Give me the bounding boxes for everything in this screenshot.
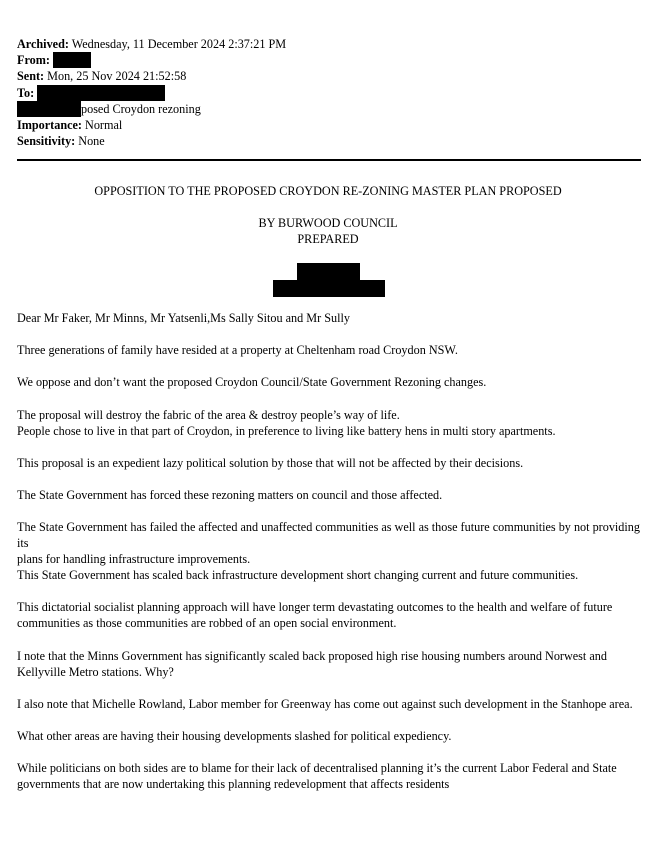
sensitivity-row (17, 133, 286, 149)
paragraph-3 (17, 407, 647, 439)
paragraph-9-line-2: Kellyville Metro stations. Why? (17, 665, 174, 680)
by-line: BY BURWOOD COUNCIL (258, 216, 398, 230)
to-label: To: (17, 85, 35, 100)
paragraph-1: Three generations of family have resided at a property at Cheltenham road Croydon NSW. (17, 343, 458, 357)
sent-row (17, 68, 286, 84)
document-title: OPPOSITION TO THE PROPOSED CROYDON RE-ZONING MASTER PLAN PROPOSED (94, 184, 562, 198)
from-row (17, 52, 286, 68)
paragraph-6-line-1: The State Government has failed the affected and unaffected communities as well as those future communities by not providing its (17, 520, 640, 551)
sensitivity-value: None (75, 134, 105, 149)
importance-value: Normal (81, 117, 123, 132)
paragraph-8-line-1: This dictatorial socialist planning approach will have longer term devastating outcomes to the health and welfare of future (17, 600, 613, 614)
paragraph-4: This proposal is an expedient lazy political solution by those that will not be affected by their decisions. (17, 456, 524, 470)
paragraph-10: I also note that Michelle Rowland, Labor member for Greenway has come out against such development in the Stanhope area. (17, 697, 633, 711)
to-row (17, 85, 286, 101)
paragraph-12-line-2: governments that are now undertaking this planning redevelopment that affects residents (17, 777, 450, 792)
header-divider (17, 159, 641, 161)
prepared-line: PREPARED (297, 232, 359, 246)
paragraph-9 (17, 648, 647, 680)
salutation: Dear Mr Faker, Mr Minns, Mr Yatsenli,Ms Sally Sitou and Mr Sully (17, 311, 350, 325)
importance-label: Importance: (17, 117, 82, 132)
paragraph-2: We oppose and don’t want the proposed Croydon Council/State Government Rezoning changes. (17, 375, 487, 389)
paragraph-6 (17, 519, 647, 568)
paragraph-11: What other areas are having their housing developments slashed for political expediency. (17, 729, 452, 743)
paragraph-8-line-2: communities as those communities are robbed of an open social environment. (17, 616, 397, 631)
subject-text: posed Croydon rezoning (81, 101, 201, 116)
paragraph-12 (17, 760, 647, 792)
archived-value: Wednesday, 11 December 2024 2:37:21 PM (68, 37, 287, 51)
from-label: From: (17, 53, 50, 68)
paragraph-3-line-2: People chose to live in that part of Croydon, in preference to living like battery hens in multi story apartments. (17, 424, 556, 439)
author-redaction-bottom (273, 280, 385, 297)
archived-row (17, 36, 286, 52)
paragraph-8 (17, 599, 647, 631)
paragraph-3-line-1: The proposal will destroy the fabric of the area & destroy people’s way of life. (17, 408, 400, 422)
sent-label: Sent: (17, 69, 45, 84)
archived-label: Archived: (17, 37, 69, 51)
paragraph-5: The State Government has forced these rezoning matters on council and those affected. (17, 488, 443, 502)
paragraph-6-line-2: plans for handling infrastructure improvements. (17, 552, 251, 567)
sent-value: Mon, 25 Nov 2024 21:52:58 (44, 69, 187, 84)
paragraph-9-line-1: I note that the Minns Government has significantly scaled back proposed high rise housing numbers around Norwest and (17, 649, 607, 663)
importance-row (17, 117, 286, 133)
paragraph-7: This State Government has scaled back infrastructure development short changing current and future communities. (17, 568, 579, 582)
subject-row (17, 101, 286, 117)
email-header (17, 36, 286, 149)
subject-redaction (17, 101, 81, 117)
from-redaction (53, 52, 91, 68)
paragraph-12-line-1: While politicians on both sides are to blame for their lack of decentralised planning it’s the current Labor Federal and State (17, 761, 617, 775)
to-redaction (37, 85, 165, 101)
sensitivity-label: Sensitivity: (17, 134, 76, 149)
author-redaction-top (297, 263, 360, 281)
